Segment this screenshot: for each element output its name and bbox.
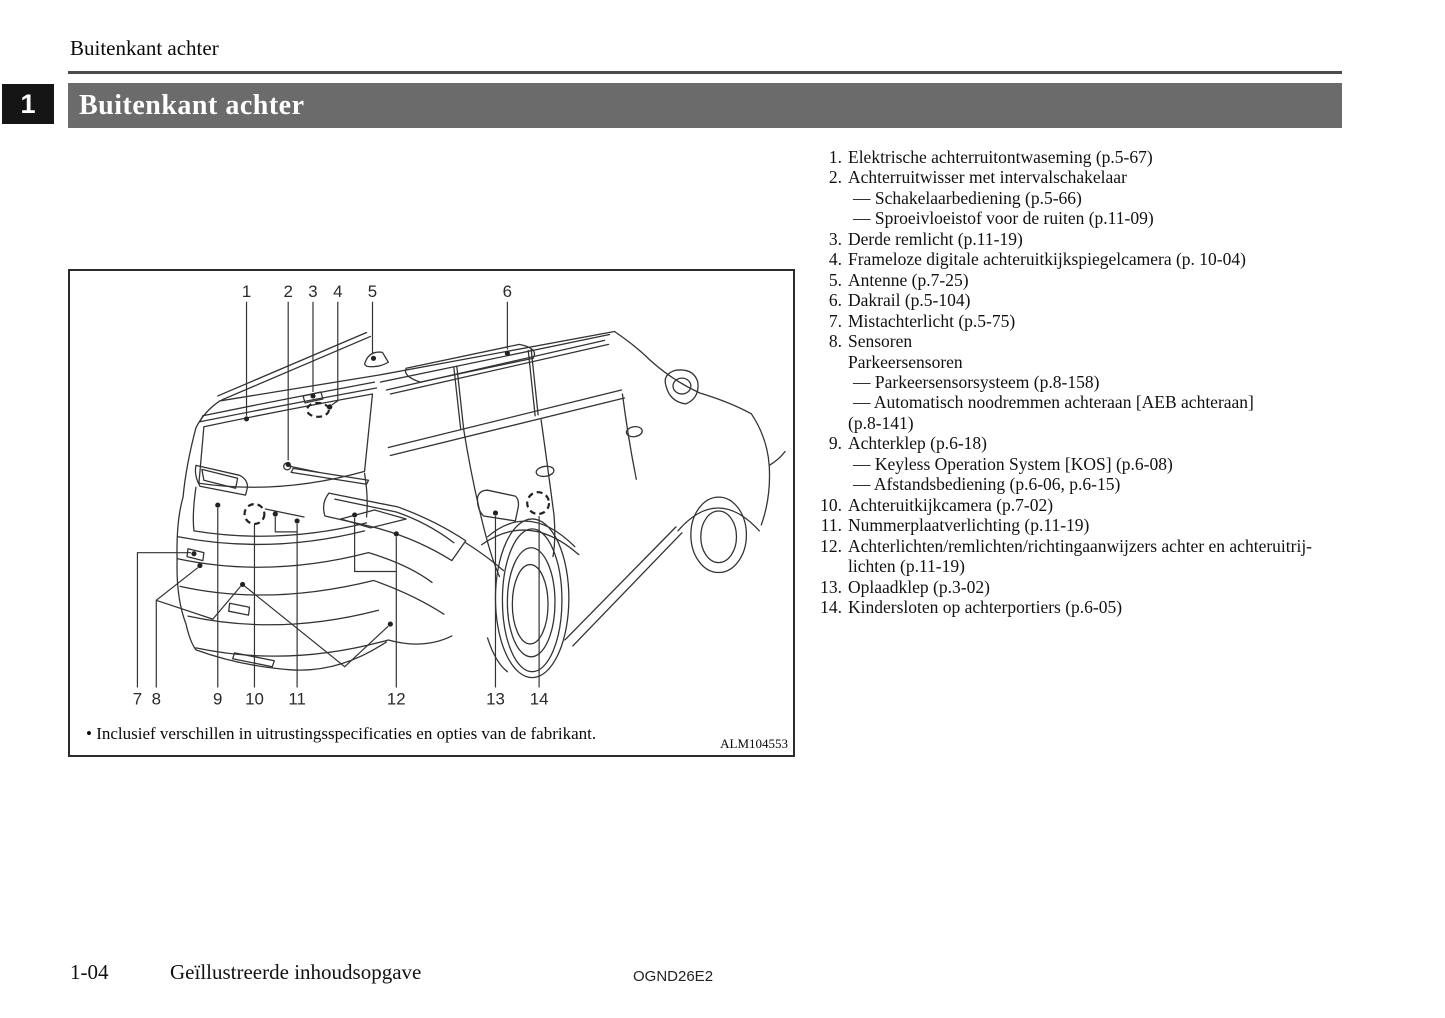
- list-row: [818, 188, 1342, 208]
- item-number: [818, 352, 842, 372]
- item-number: 13.: [820, 576, 842, 597]
- item-text: — Automatisch noodremmen achteraan [AEB achteraan]: [853, 392, 1254, 413]
- item-number: 10.: [820, 494, 842, 515]
- callout-number: 11: [288, 689, 306, 709]
- list-row: [818, 577, 1342, 597]
- item-number: [818, 454, 842, 474]
- footer-doc-code: OGND26E2: [633, 968, 714, 985]
- callout-number: 4: [333, 281, 343, 301]
- list-row: [818, 392, 1342, 412]
- list-row: [818, 290, 1342, 310]
- list-row: [818, 413, 1342, 433]
- item-number: 14.: [820, 596, 842, 617]
- item-text: Oplaadklep (p.3-02): [848, 576, 990, 597]
- running-header-title: Buitenkant achter: [70, 36, 219, 60]
- item-text: Nummerplaatverlichting (p.11-19): [848, 515, 1090, 536]
- list-row: [818, 372, 1342, 392]
- list-row: [818, 270, 1342, 290]
- list-row: [818, 229, 1342, 249]
- list-row: [818, 208, 1342, 228]
- item-text: Achterlichten/remlichten/richtingaanwijzers achter en achteruitrij-: [848, 535, 1313, 556]
- chapter-number-tab: 1: [2, 84, 54, 124]
- item-text: Derde remlicht (p.11-19): [848, 228, 1023, 249]
- item-number: [818, 188, 842, 208]
- item-number: 11.: [820, 515, 842, 536]
- section-title-bar: Buitenkant achter: [68, 83, 1342, 128]
- footer-chapter-title: Geïllustreerde inhoudsopgave: [170, 960, 422, 984]
- item-text: Elektrische achterruitontwaseming (p.5-67): [848, 147, 1153, 167]
- callout-number: 8: [151, 689, 161, 709]
- list-row: [818, 495, 1342, 515]
- list-row: [818, 249, 1342, 269]
- callout-number: 9: [213, 689, 223, 709]
- item-text: Achterklep (p.6-18): [848, 433, 987, 454]
- item-text: — Keyless Operation System [KOS] (p.6-08): [853, 453, 1173, 474]
- item-text: Achterruitwisser met intervalschakelaar: [848, 167, 1127, 188]
- list-row: [818, 167, 1342, 187]
- car-line-art: [177, 332, 785, 678]
- item-text: Achteruitkijkcamera (p.7-02): [848, 494, 1054, 515]
- item-text: — Parkeersensorsysteem (p.8-158): [853, 371, 1100, 392]
- item-text: — Afstandsbediening (p.6-06, p.6-15): [853, 474, 1121, 495]
- figure-panel: [68, 269, 795, 757]
- item-number: 7.: [828, 310, 842, 331]
- car-rear-diagram-svg: [70, 271, 793, 755]
- item-number: 5.: [828, 269, 842, 290]
- item-number: 4.: [828, 249, 842, 270]
- item-number: 2.: [828, 167, 842, 188]
- list-row: [818, 352, 1342, 372]
- callout-number: 10: [245, 689, 264, 709]
- item-text: lichten (p.11-19): [848, 556, 965, 577]
- item-number: [818, 474, 842, 494]
- callout-number: 7: [132, 689, 143, 709]
- callout-number: 14: [529, 689, 549, 709]
- callout-number: 6: [502, 281, 513, 301]
- list-row: [818, 536, 1342, 556]
- list-row: [818, 454, 1342, 474]
- item-text: Frameloze digitale achteruitkijkspiegelcamera (p. 10-04): [848, 249, 1246, 270]
- callout-number: 13: [486, 689, 505, 709]
- callout-number: 12: [386, 689, 406, 709]
- parts-list: [818, 147, 1342, 617]
- callout-number: 3: [308, 281, 318, 301]
- item-text: Dakrail (p.5-104): [848, 290, 971, 311]
- item-number: [818, 556, 842, 576]
- item-number: 6.: [828, 290, 842, 311]
- item-number: [818, 372, 842, 392]
- figure-image-code: ALM104553: [720, 736, 788, 751]
- item-number: 8.: [828, 331, 842, 352]
- item-number: 12.: [820, 535, 842, 556]
- item-number: 9.: [828, 433, 842, 454]
- item-text: — Schakelaarbediening (p.5-66): [853, 187, 1082, 208]
- list-row: [818, 474, 1342, 494]
- item-text: Antenne (p.7-25): [848, 269, 969, 290]
- list-row: [818, 433, 1342, 453]
- callout-number: 2: [283, 281, 293, 301]
- callout-number: 5: [367, 281, 378, 301]
- list-row: [818, 515, 1342, 535]
- item-number: 1.: [828, 147, 842, 167]
- list-row: [818, 147, 1342, 167]
- callout-number: 1: [241, 281, 252, 301]
- item-text: Kindersloten op achterportiers (p.6-05): [848, 596, 1123, 617]
- figure-note: • Inclusief verschillen in uitrustingsspecificaties en opties van de fabrikant.: [86, 724, 597, 743]
- item-number: [818, 392, 842, 412]
- item-text: — Sproeivloeistof voor de ruiten (p.11-09): [853, 208, 1154, 229]
- item-text: Parkeersensoren: [848, 351, 963, 372]
- header-rule: [68, 71, 1342, 74]
- list-row: [818, 597, 1342, 617]
- item-number: [818, 413, 842, 433]
- item-text: (p.8-141): [848, 412, 914, 433]
- list-row: [818, 331, 1342, 351]
- item-text: Mistachterlicht (p.5-75): [848, 310, 1016, 331]
- footer-page-number: 1-04: [70, 960, 109, 984]
- list-row: [818, 311, 1342, 331]
- item-number: [818, 208, 842, 228]
- list-row: [818, 556, 1342, 576]
- item-text: Sensoren: [848, 331, 913, 352]
- item-number: 3.: [828, 228, 842, 249]
